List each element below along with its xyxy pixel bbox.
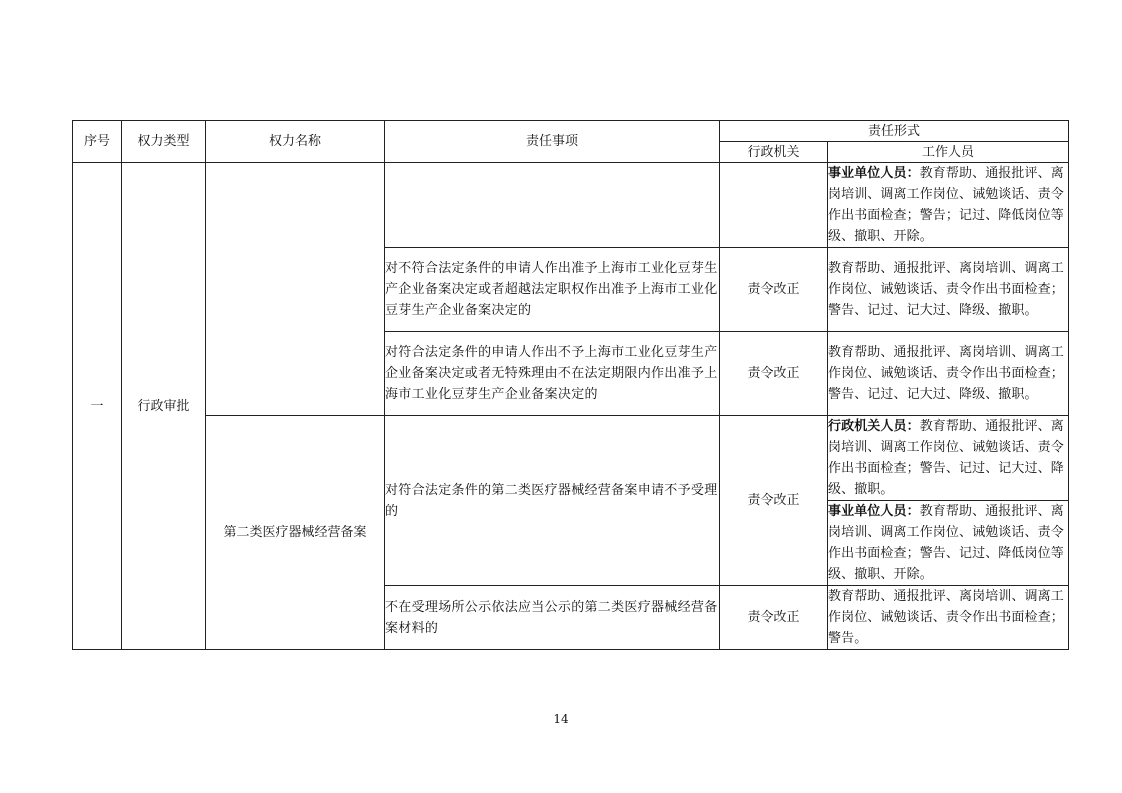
matter-cell: 不在受理场所公示依法应当公示的第二类医疗器械经营备案材料的 xyxy=(385,586,720,650)
staff-label: 事业单位人员： xyxy=(828,504,920,519)
power-name-cell-2: 第二类医疗器械经营备案 xyxy=(206,416,385,650)
staff-label: 行政机关人员： xyxy=(828,419,920,434)
header-form: 责任形式 xyxy=(720,121,1069,142)
agency-cell: 责令改正 xyxy=(720,332,828,416)
staff-cell xyxy=(828,416,1069,501)
staff-text: 教育帮助、通报批评、离岗培训、调离工作岗位、诫勉谈话、责令作出书面检查；警告、记过、降低岗位等级、撤职、开除。 xyxy=(828,504,1064,582)
matter-cell xyxy=(385,163,720,248)
agency-cell: 责令改正 xyxy=(720,248,828,332)
header-seq: 序号 xyxy=(73,121,122,163)
matter-cell: 对符合法定条件的申请人作出不予上海市工业化豆芽生产企业备案决定或者无特殊理由不在法定期限内作出准予上海市工业化豆芽生产企业备案决定的 xyxy=(385,332,720,416)
power-name-cell-1 xyxy=(206,163,385,416)
power-type-cell: 行政审批 xyxy=(122,163,206,650)
staff-text: 教育帮助、通报批评、离岗培训、调离工作岗位、诫勉谈话、责令作出书面检查；警告；记过、降低岗位等级、撤职、开除。 xyxy=(828,166,1064,244)
staff-cell: 教育帮助、通报批评、离岗培训、调离工作岗位、诫勉谈话、责令作出书面检查；警告。 xyxy=(828,586,1069,650)
header-staff: 工作人员 xyxy=(828,142,1069,163)
staff-cell: 教育帮助、通报批评、离岗培训、调离工作岗位、诫勉谈话、责令作出书面检查；警告、记过、记大过、降级、撤职。 xyxy=(828,332,1069,416)
header-agency: 行政机关 xyxy=(720,142,828,163)
staff-text: 教育帮助、通报批评、离岗培训、调离工作岗位、诫勉谈话、责令作出书面检查；警告、记过、记大过、降级、撤职。 xyxy=(828,419,1064,497)
agency-cell: 责令改正 xyxy=(720,586,828,650)
page-number: 14 xyxy=(553,712,569,726)
table-row xyxy=(73,416,1069,501)
staff-cell xyxy=(828,163,1069,248)
table-row xyxy=(73,163,1069,248)
staff-cell xyxy=(828,501,1069,586)
staff-cell: 教育帮助、通报批评、离岗培训、调离工作岗位、诫勉谈话、责令作出书面检查；警告、记过、记大过、降级、撤职。 xyxy=(828,248,1069,332)
matter-cell: 对不符合法定条件的申请人作出准予上海市工业化豆芽生产企业备案决定或者超越法定职权作出准予上海市工业化豆芽生产企业备案决定的 xyxy=(385,248,720,332)
seq-cell: 一 xyxy=(73,163,122,650)
agency-cell: 责令改正 xyxy=(720,416,828,586)
header-power-name: 权力名称 xyxy=(206,121,385,163)
header-matter: 责任事项 xyxy=(385,121,720,163)
header-power-type: 权力类型 xyxy=(122,121,206,163)
agency-cell xyxy=(720,163,828,248)
responsibility-table xyxy=(72,120,1069,650)
staff-label: 事业单位人员： xyxy=(828,166,920,181)
matter-cell: 对符合法定条件的第二类医疗器械经营备案申请不予受理的 xyxy=(385,416,720,586)
